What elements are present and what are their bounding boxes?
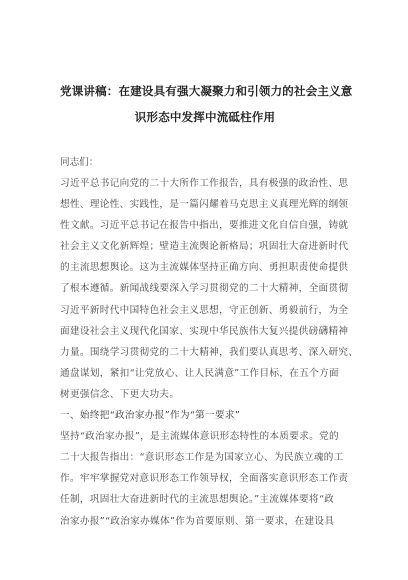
section-heading: 一、始终把“政治家办报”作为“第一要求” xyxy=(60,410,241,422)
body-line: 治家办报”“政治家办媒体”作为首要原则、第一要求，在建设具 xyxy=(60,515,335,527)
title-line-1: 党课讲稿：在建设具有强大凝聚力和引领力的社会主义意 xyxy=(60,84,353,98)
body-text xyxy=(60,173,359,532)
body-line: 习近平总书记向党的二十大所作工作报告，具有极强的政治性、思 xyxy=(60,178,349,189)
body-line: 二十大报告指出：“意识形态工作是为国家立心、为民族立魂的工 xyxy=(60,452,344,464)
body-line: 习近平新时代中国特色社会主义思想，守正创新、勇毅前行，为全 xyxy=(60,304,349,316)
body-line: 力量。围绕学习贯彻党的二十大精神，我们要认真思考、深入研究、 xyxy=(60,346,359,358)
body-line: 作。牢牢掌握党对意识形态工作领导权，全面落实意识形态工作责 xyxy=(60,473,349,485)
document-title xyxy=(60,78,353,130)
body-line: 性文献。习近平总书记在报告中指出，要推进文化自信自强，铸就 xyxy=(60,220,349,232)
body-line: 树更强信念、下更大功夫。 xyxy=(60,388,180,400)
salutation: 同志们： xyxy=(60,157,99,168)
body-line: 坚持“政治家办报”，是主流媒体意识形态特性的本质要求。党的 xyxy=(60,431,339,443)
title-line-2: 识形态中发挥中流砥柱作用 xyxy=(134,110,276,124)
body-line: 面建设社会主义现代化国家、实现中华民族伟大复兴提供磅礴精神 xyxy=(60,325,349,337)
body-line: 想性、理论性、实践性，是一篇闪耀着马克思主义真理光辉的纲领 xyxy=(60,199,349,211)
body-line: 的主流思想舆论。这为主流媒体坚持正确方向、勇担职责使命提供 xyxy=(60,262,349,274)
body-line: 了根本遵循。新闻战线要深入学习贯彻党的二十大精神，全面贯彻 xyxy=(60,283,349,295)
body-line: 社会主义文化新辉煌；壁造主流舆论新格局；巩固壮大奋进新时代 xyxy=(60,241,349,253)
body-line: 任制，巩固壮大奋进新时代的主流思想舆论。”主流媒体要将“政 xyxy=(60,494,335,506)
body-line: 通盘谋划，紧扣“让党放心、让人民满意”工作目标，在五个方面 xyxy=(60,367,339,379)
